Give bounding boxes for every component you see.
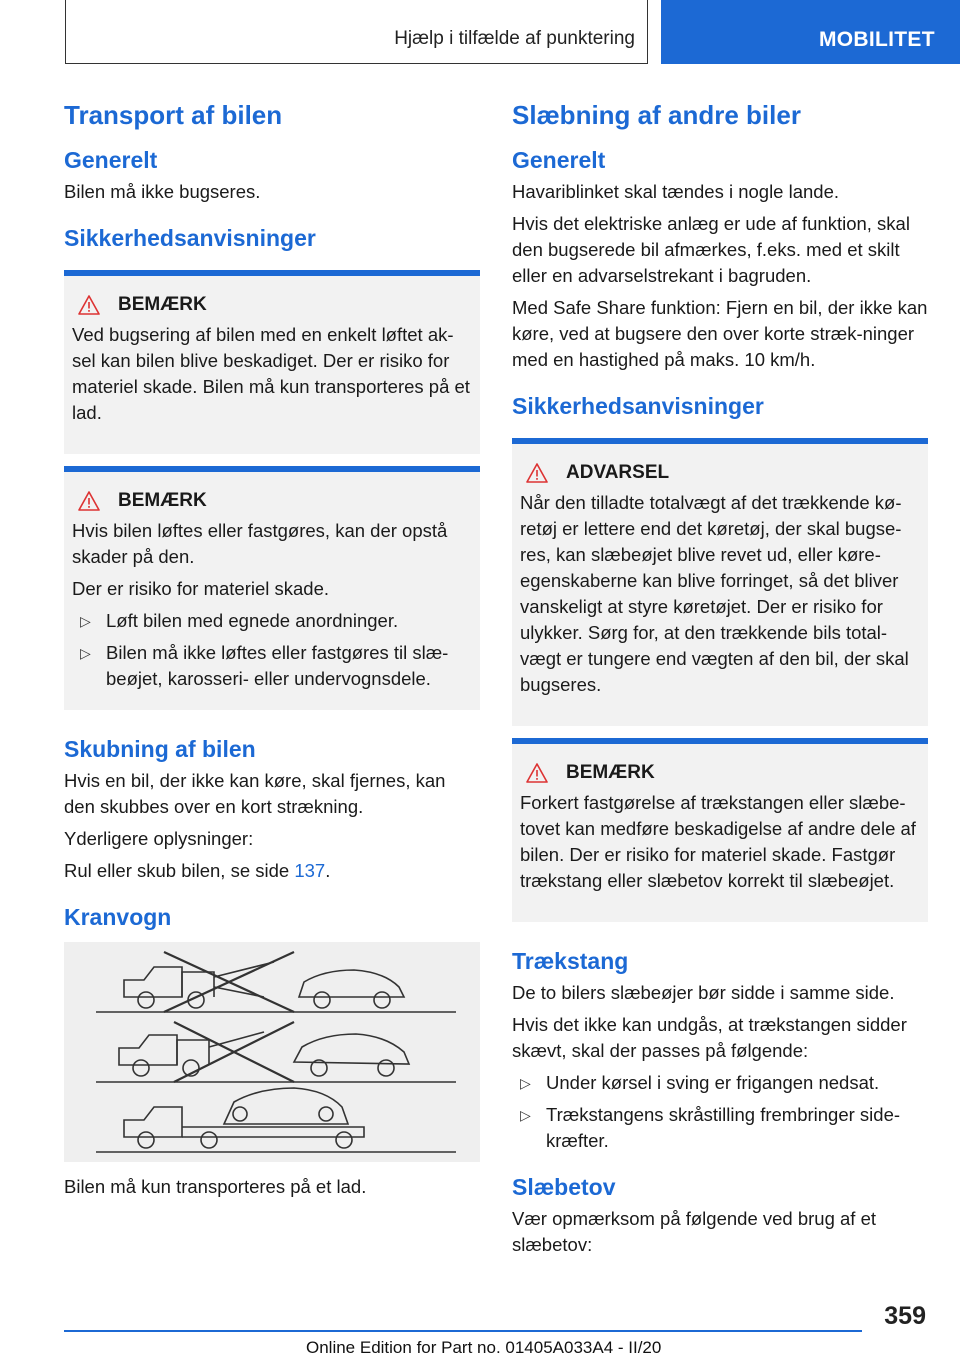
left-general-text: Bilen må ikke bugseres. xyxy=(64,180,261,202)
note-box-1 xyxy=(64,270,480,454)
towbar-text-1: De to bilers slæbeøjer bør sidde i samme side. xyxy=(512,981,895,1003)
list-item: ▷ Løft bilen med egnede anordninger. xyxy=(72,608,472,634)
push-text-2: Yderligere oplysninger: xyxy=(64,827,254,849)
warning-triangle-icon xyxy=(78,295,100,315)
right-title: Slæbning af andre biler xyxy=(512,100,801,130)
note-2-label: BEMÆRK xyxy=(118,490,207,512)
rope-heading: Slæbetov xyxy=(512,1173,616,1200)
note-2-text-1: Hvis bilen løftes eller fastgøres, kan der opstå skader på den. xyxy=(72,520,448,568)
note-box-3 xyxy=(512,738,928,922)
push-heading: Skubning af bilen xyxy=(64,736,256,763)
note-box-2 xyxy=(64,466,480,710)
header-frame xyxy=(65,0,648,64)
list-item: ▷ Bilen må ikke løftes eller fastgøres til slæ-beøjet, karosseri- eller undervognsdele. xyxy=(80,642,449,690)
bullet-triangle-icon: ▷ xyxy=(80,613,91,630)
chapter-tab[interactable]: MOBILITET xyxy=(661,0,960,64)
right-general-text-3: Med Safe Share funktion: Fjern en bil, der ikke kan køre, ved at bugsere den over korte stræk-ninger med en hastighed på maks. 10 km/h. xyxy=(512,296,928,370)
bullet-triangle-icon: ▷ xyxy=(80,645,91,662)
warning-box xyxy=(512,438,928,726)
left-title: Transport af bilen xyxy=(64,100,283,130)
left-column xyxy=(64,100,480,1206)
list-item: ▷ Under kørsel i sving er frigangen nedsat. xyxy=(512,1070,928,1096)
right-general-heading: Generelt xyxy=(512,147,606,174)
note-2-text-2: Der er risiko for materiel skade. xyxy=(72,578,330,600)
note-3-text: Forkert fastgørelse af trækstangen eller slæbe-tovet kan medføre beskadigelse af andre dele af bilen. Der er risiko for materiel skade. Fastgør trækstang eller slæbetov korrekt til slæbeøjet. xyxy=(520,792,916,892)
note-1-text: Ved bugsering af bilen med en enkelt løftet ak-sel kan bilen blive beskadiget. Der er risiko for materiel skade. Bilen må kun transporteres på et lad. xyxy=(72,324,470,424)
towbar-bullet-list xyxy=(512,1070,928,1154)
footer-divider xyxy=(64,1330,862,1332)
push-text-3: Rul eller skub bilen, se side 137. xyxy=(64,859,331,881)
right-general-text-1: Havariblinket skal tændes i nogle lande. xyxy=(512,180,840,202)
warning-text: Når den tilladte totalvægt af det trækkende kø-retøj er lettere end det køretøj, der skal bugse-res, kan slæbeøjet blive revet ud, eller køre-egenskaberne kan blive forringet, så det bliver vanskeligt at styre køretøjet. Der er risiko for ulykker. Sørg for, at den trækkende bils total-vægt er tungere end vægten af den bil, der skal bugseres. xyxy=(520,492,909,696)
left-general-heading: Generelt xyxy=(64,147,158,174)
left-safety-heading: Sikkerhedsanvisninger xyxy=(64,224,316,251)
push-text-1: Hvis en bil, der ikke kan køre, skal fjernes, kan den skubbes over en kort strækning. xyxy=(64,769,446,817)
warning-triangle-icon xyxy=(78,491,100,511)
footer-edition-text: Online Edition for Part no. 01405A033A4 - II/20 xyxy=(306,1338,662,1357)
tow-truck-heading: Kranvogn xyxy=(64,903,172,930)
list-item: ▷ Trækstangens skråstilling frembringer side-kræfter. xyxy=(520,1103,901,1151)
page-number: 359 xyxy=(884,1302,926,1330)
warning-triangle-icon xyxy=(526,463,548,483)
right-general-text-2: Hvis det elektriske anlæg er ude af funktion, skal den bugserede bil afmærkes, f.eks. med et skilt eller en advarselstrekant i bagruden. xyxy=(512,212,910,286)
figure-caption: Bilen må kun transporteres på et lad. xyxy=(64,1175,367,1197)
tow-truck-diagram xyxy=(64,942,480,1162)
bullet-triangle-icon: ▷ xyxy=(520,1074,531,1091)
note-2-bullet-list xyxy=(72,608,472,692)
page-link-137[interactable]: 137 xyxy=(294,859,326,881)
bullet-triangle-icon: ▷ xyxy=(520,1106,531,1123)
tow-truck-illustration xyxy=(64,942,480,1162)
note-3-label: BEMÆRK xyxy=(566,762,655,784)
right-safety-heading: Sikkerhedsanvisninger xyxy=(512,392,764,419)
note-1-label: BEMÆRK xyxy=(118,294,207,316)
towbar-text-2: Hvis det ikke kan undgås, at trækstangen sidder skævt, skal der passes på følgende: xyxy=(512,1013,907,1061)
warning-label: ADVARSEL xyxy=(566,462,670,484)
warning-triangle-icon xyxy=(526,763,548,783)
rope-text: Vær opmærksom på følgende ved brug af et slæbetov: xyxy=(512,1207,877,1255)
section-title: Hjælp i tilfælde af punktering xyxy=(394,28,635,49)
towbar-heading: Trækstang xyxy=(512,948,629,975)
right-column xyxy=(512,100,928,1264)
